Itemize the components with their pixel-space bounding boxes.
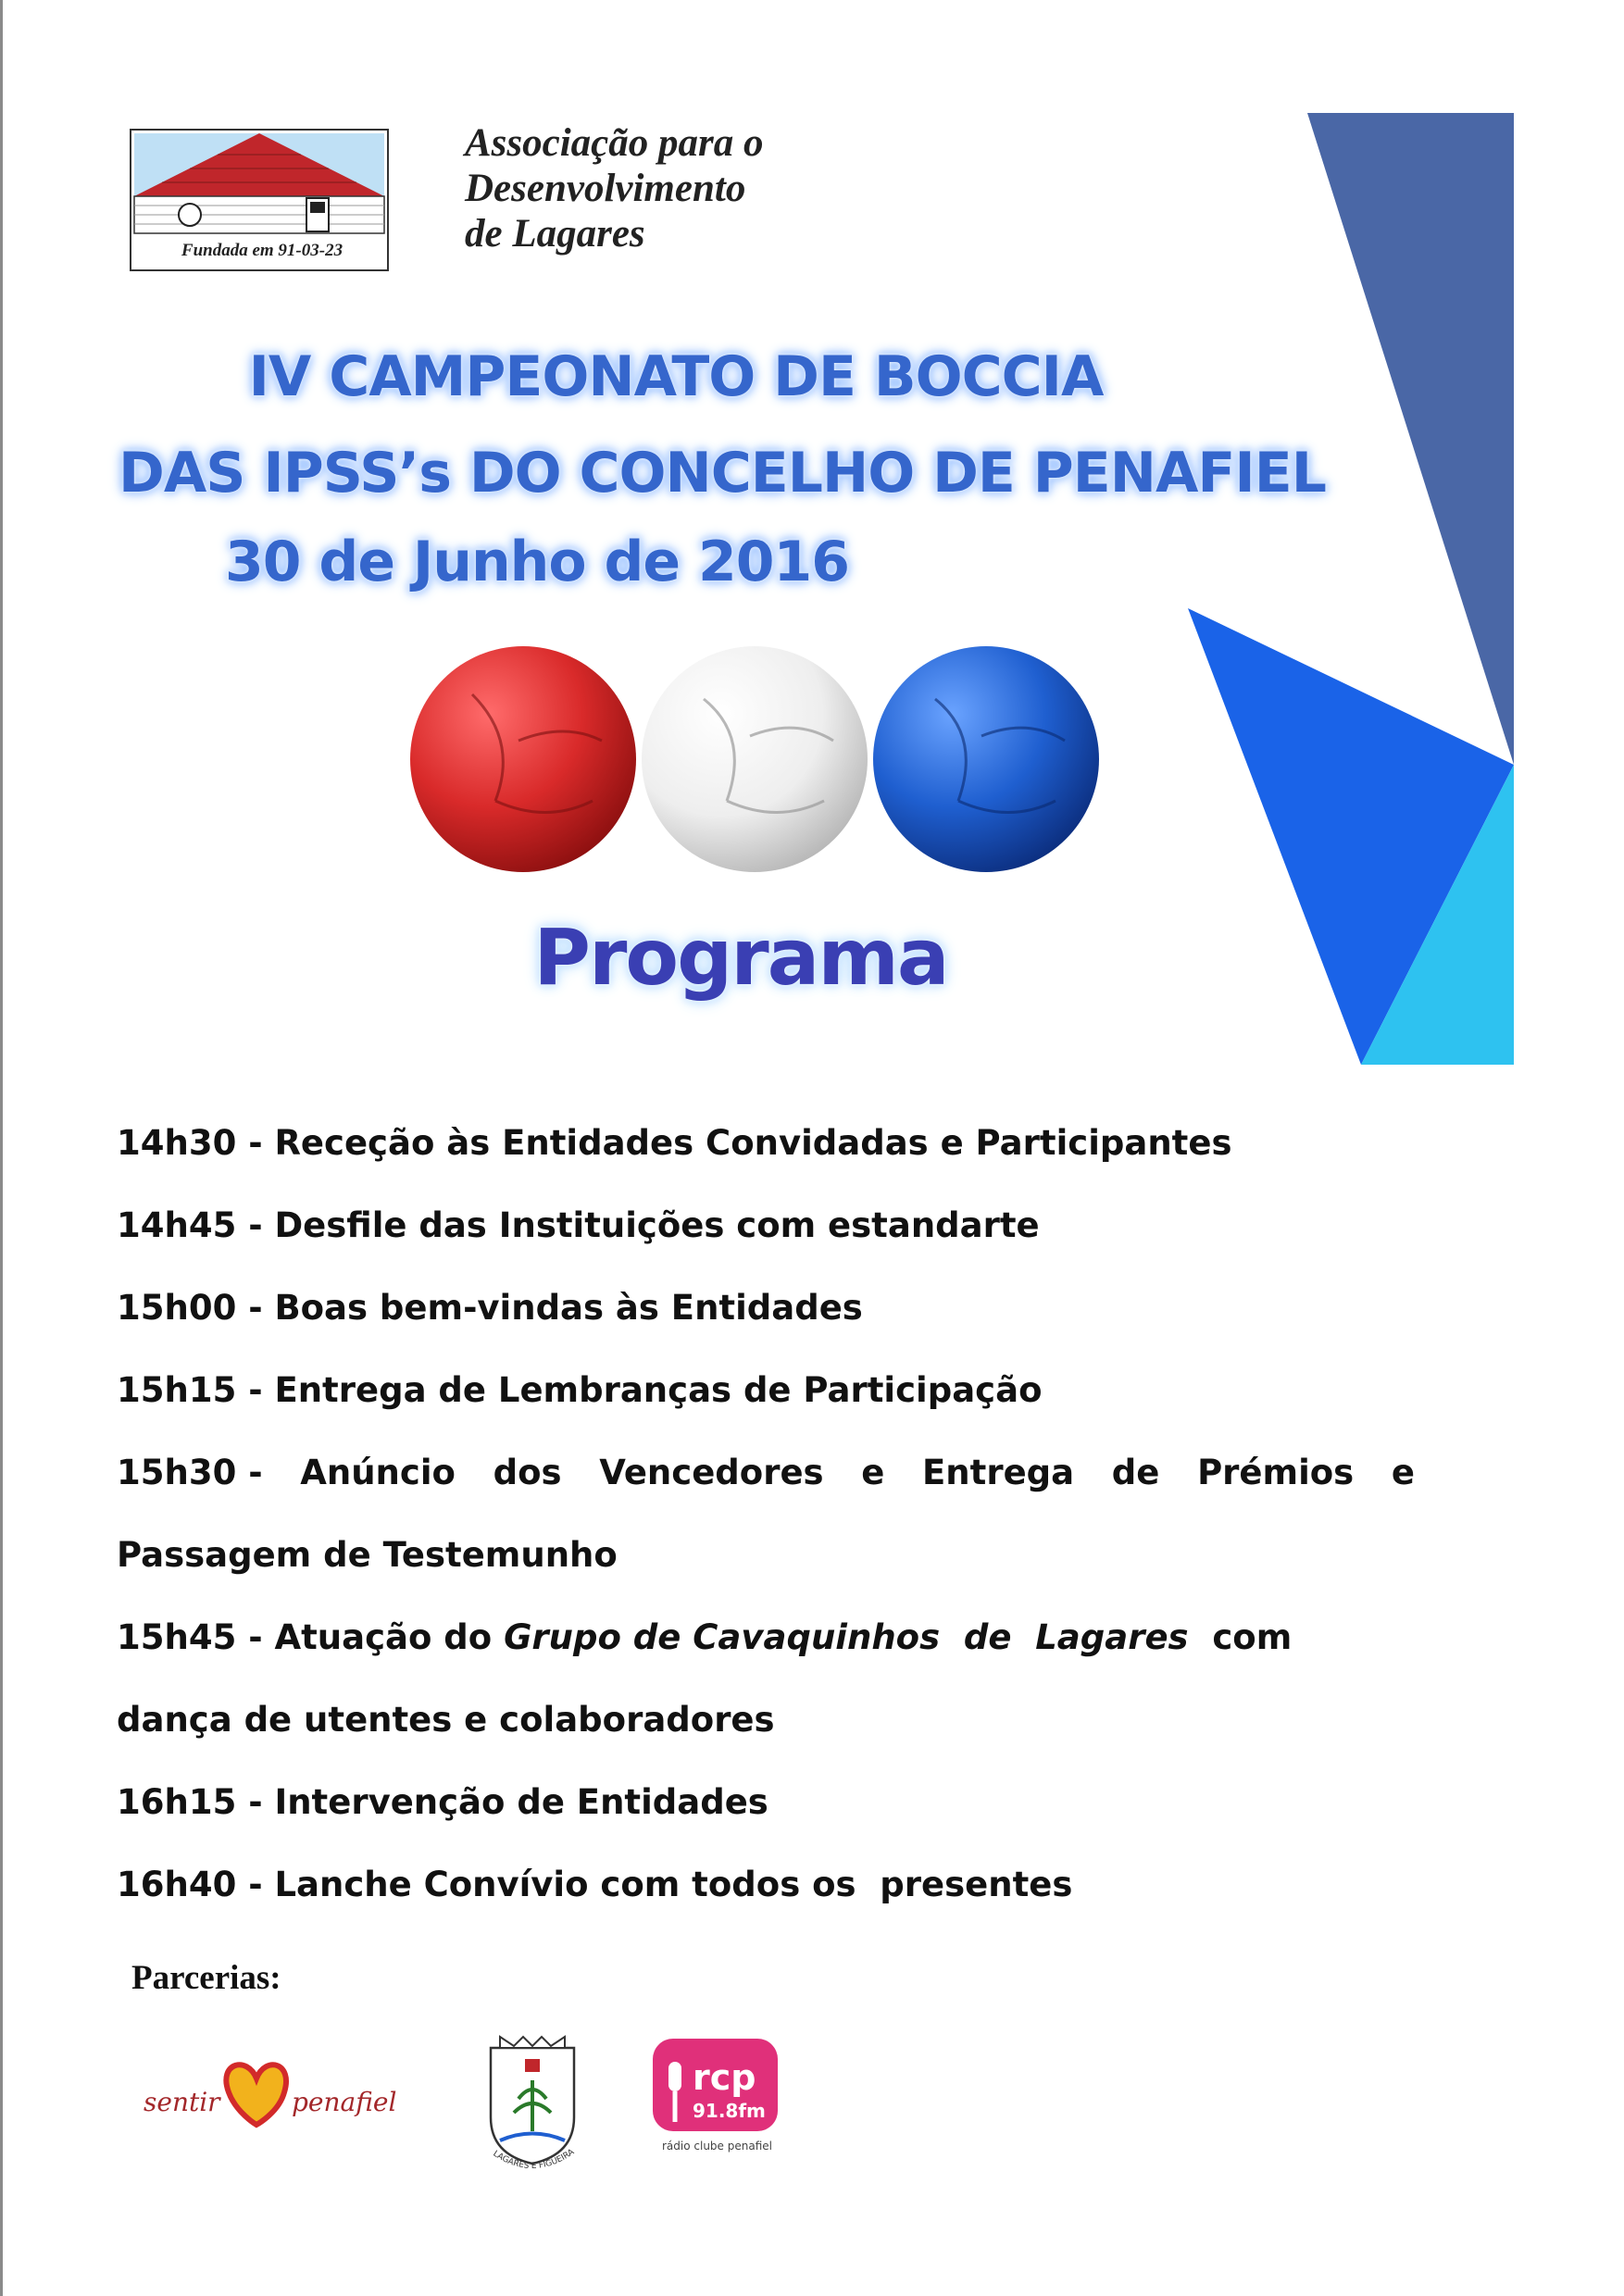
schedule-word: e — [861, 1453, 885, 1492]
partners-heading: Parcerias: — [131, 1959, 281, 1997]
schedule-word: dos — [493, 1453, 562, 1492]
association-name-line2: Desenvolvimento — [465, 167, 746, 210]
blue-ball-icon — [873, 646, 1099, 872]
schedule-item — [117, 1445, 1415, 1528]
sentir-logo-left-text: sentir — [144, 2087, 220, 2117]
schedule-item-suffix: com — [1188, 1617, 1293, 1657]
schedule-word: e — [1391, 1453, 1415, 1492]
schedule-item — [117, 1610, 1413, 1692]
schedule-item-continuation: dança de utentes e colaboradores — [117, 1700, 775, 1740]
boccia-balls-image — [407, 639, 1111, 898]
sentir-penafiel-logo — [144, 2046, 440, 2148]
schedule-item-continuation: Passagem de Testemunho — [117, 1535, 618, 1575]
white-ball-icon — [642, 646, 868, 872]
schedule-word: Vencedores — [599, 1453, 824, 1492]
radio-clube-penafiel-logo — [648, 2034, 787, 2164]
schedule-item: 15h15 - Entrega de Lembranças de Participação — [117, 1370, 1043, 1410]
rcp-station-name: rádio clube penafiel — [662, 2140, 772, 2152]
schedule-word: Prémios — [1197, 1453, 1355, 1492]
schedule-item: 16h15 - Intervenção de Entidades — [117, 1782, 768, 1822]
rcp-brand: rcp — [693, 2057, 756, 2098]
schedule-item: 14h30 - Receção às Entidades Convidadas e Participantes — [117, 1123, 1232, 1163]
event-date: 30 de Junho de 2016 — [224, 530, 850, 594]
schedule-word: 15h30 - — [117, 1453, 263, 1492]
schedule-item: 14h45 - Desfile das Instituições com estandarte — [117, 1205, 1040, 1245]
association-name-line3: de Lagares — [465, 212, 645, 256]
heart-icon — [226, 2065, 286, 2125]
program-schedule — [117, 1116, 1413, 1940]
event-title-line2: DAS IPSS’s DO CONCELHO DE PENAFIEL — [119, 441, 1326, 505]
association-name — [465, 120, 817, 256]
schedule-item: 15h00 - Boas bem-vindas às Entidades — [117, 1288, 863, 1328]
red-ball-icon — [410, 646, 636, 872]
sentir-logo-right-text: penafiel — [292, 2087, 397, 2117]
schedule-item: 16h40 - Lanche Convívio com todos os presentes — [117, 1865, 1073, 1904]
group-name: Grupo de Cavaquinhos de Lagares — [504, 1617, 1189, 1657]
schedule-word: Entrega — [922, 1453, 1075, 1492]
event-title-line1: IV CAMPEONATO DE BOCCIA — [248, 344, 1104, 409]
lagares-figueira-crest — [468, 2029, 597, 2177]
association-logo — [125, 113, 819, 284]
microphone-icon — [668, 2062, 681, 2091]
triangle-dark — [1307, 113, 1514, 765]
schedule-item-prefix: 15h45 - Atuação do — [117, 1617, 505, 1657]
crest-text: LAGARES E FIGUEIRA — [491, 2147, 577, 2172]
schedule-word: de — [1111, 1453, 1160, 1492]
founded-date: Fundada em 91-03-23 — [181, 241, 344, 260]
rcp-frequency: 91.8fm — [693, 2100, 766, 2122]
association-name-line1: Associação para o — [465, 121, 764, 165]
programa-heading: Programa — [533, 912, 948, 1003]
schedule-word: Anúncio — [300, 1453, 456, 1492]
